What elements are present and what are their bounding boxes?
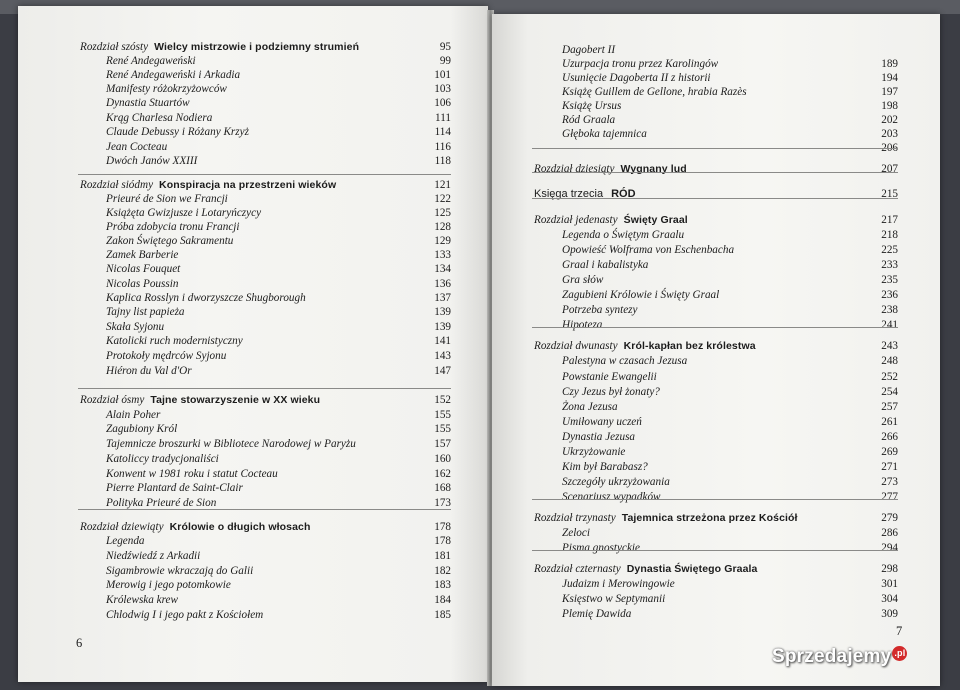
toc-entry-title: Protokoły mędrców Syjonu [106, 350, 227, 362]
toc-page-number: 248 [881, 355, 898, 367]
toc-entry [106, 348, 451, 364]
toc-entry [106, 153, 451, 169]
chapter-label: Rozdział dziewiąty [80, 521, 164, 533]
chapter-label: Rozdział czternasty [534, 563, 621, 575]
chapter-label: Rozdział szósty [80, 41, 149, 53]
toc-entry-title: Umiłowany uczeń [562, 416, 642, 428]
toc-page-number: 139 [434, 321, 451, 333]
toc-entry [106, 124, 451, 140]
toc-entry [106, 363, 451, 379]
toc-page-number: 257 [881, 401, 898, 413]
section-divider [532, 148, 898, 149]
toc-page-number: 141 [434, 335, 451, 347]
toc-entry-title: Powstanie Ewangelii [562, 371, 657, 383]
toc-page-number: 118 [434, 155, 451, 167]
toc-page-number: 304 [881, 593, 898, 605]
chapter-title: Królowie o długich włosach [169, 521, 311, 533]
toc-entry [562, 474, 898, 490]
toc-entry-title: Ród Graala [562, 114, 616, 126]
chapter-label: Rozdział siódmy [80, 179, 154, 191]
section-divider [532, 499, 898, 500]
chapter-title: Król-kapłan bez królestwa [623, 340, 756, 352]
chapter-label: Rozdział ósmy [80, 394, 145, 406]
toc-page-number: 182 [434, 565, 451, 577]
toc-page-number: 155 [434, 423, 451, 435]
toc-entry [562, 353, 898, 369]
watermark-suffix: .pl [892, 646, 907, 661]
chapter-title: Tajemnica strzeżona przez Kościół [621, 512, 798, 524]
toc-entry-title: Zeloci [562, 527, 590, 539]
toc-page-number: 202 [881, 114, 898, 126]
toc-entry-title: Katoliccy tradycjonaliści [106, 453, 219, 465]
toc-entry-title: René Andegaweński i Arkadia [106, 69, 241, 81]
toc-page-number: 217 [881, 214, 898, 226]
toc-entry-title: Hiéron du Val d'Or [106, 365, 192, 377]
toc-page-number: 139 [434, 306, 451, 318]
toc-entry-title: Chlodwig I i jego pakt z Kościołem [106, 609, 264, 621]
chapter-title: Wielcy mistrzowie i podziemny strumień [154, 41, 360, 53]
toc-entry [562, 489, 898, 505]
chapter-label: Rozdział dziesiąty [534, 163, 615, 175]
toc-page-number: 184 [434, 594, 451, 606]
toc-entry-title: Dagobert II [562, 44, 616, 56]
toc-page-number: 137 [434, 292, 451, 304]
toc-page-number: 136 [434, 278, 451, 290]
chapter-label: Księga trzecia [534, 188, 604, 200]
toc-page-number: 178 [434, 521, 451, 533]
toc-heading-text [534, 510, 798, 526]
toc-page-number: 235 [881, 274, 898, 286]
toc-page-number: 147 [434, 365, 451, 377]
section-divider [532, 172, 898, 173]
toc-page-number: 266 [881, 431, 898, 443]
toc-entry-title: Królewska krew [106, 594, 178, 606]
toc-entry-title: Manifesty różokrzyżowców [106, 83, 227, 95]
toc-page-number: 279 [881, 512, 898, 524]
toc-page-number: 133 [434, 249, 451, 261]
section-divider [78, 174, 451, 175]
toc-entry-title: Judaizm i Merowingowie [562, 578, 675, 590]
toc-page-number: 277 [881, 491, 898, 503]
toc-entry-title: Polityka Prieuré de Sion [106, 497, 217, 509]
toc-page-number: 173 [434, 497, 451, 509]
toc-page-number: 273 [881, 476, 898, 488]
toc-chapter-heading [534, 510, 898, 526]
toc-page-number: 129 [434, 235, 451, 247]
toc-entry-title: Szczegóły ukrzyżowania [562, 476, 670, 488]
toc-heading-text [534, 212, 688, 228]
toc-entry-title: Pierre Plantard de Saint-Clair [106, 482, 243, 494]
toc-page-number: 103 [434, 83, 451, 95]
toc-entry-title: Palestyna w czasach Jezusa [562, 355, 688, 367]
toc-entry [106, 451, 451, 467]
toc-entry [106, 95, 451, 111]
table-of-contents-right [492, 14, 940, 686]
toc-chapter-heading [534, 212, 898, 228]
toc-page-number: 122 [434, 193, 451, 205]
toc-entry-title: Książę Guillem de Gellone, hrabia Razès [562, 86, 747, 98]
toc-page-number: 101 [434, 69, 451, 81]
toc-entry-title: Tajemnicze broszurki w Bibliotece Narodowej w Paryżu [106, 438, 356, 450]
toc-heading-text [534, 186, 636, 202]
toc-heading-text [534, 161, 687, 177]
toc-page-number: 298 [881, 563, 898, 575]
toc-page-number: 252 [881, 371, 898, 383]
toc-entry-title: Głęboka tajemnica [562, 128, 647, 140]
toc-page-number: 162 [434, 468, 451, 480]
toc-page-number: 134 [434, 263, 451, 275]
toc-page-number: 215 [881, 188, 898, 200]
toc-entry-title: Plemię Dawida [562, 608, 632, 620]
section-divider [532, 198, 898, 199]
toc-entry-title: Alain Poher [106, 409, 161, 421]
toc-entry-title: Prieuré de Sion we Francji [106, 193, 228, 205]
chapter-title: Wygnany lud [620, 163, 687, 175]
toc-entry [562, 414, 898, 430]
toc-entry-title: Zagubiony Król [106, 423, 178, 435]
toc-entry-title: Katolicki ruch modernistyczny [106, 335, 243, 347]
chapter-label: Rozdział jedenasty [534, 214, 618, 226]
toc-page-number: 309 [881, 608, 898, 620]
toc-entry-title: Merowig i jego potomkowie [106, 579, 231, 591]
toc-entry-title: Dwóch Janów XXIII [106, 155, 198, 167]
table-of-contents-left [18, 6, 488, 682]
toc-entry-title: Czy Jezus był żonaty? [562, 386, 660, 398]
toc-entry-title: Konwent w 1981 roku i statut Cocteau [106, 468, 278, 480]
toc-entry-title: Kim był Barabasz? [562, 461, 648, 473]
toc-entry-title: Zamek Barberie [106, 249, 179, 261]
toc-page-number: 121 [434, 179, 451, 191]
toc-entry [106, 421, 451, 437]
toc-entry [562, 257, 898, 273]
toc-page-number: 95 [439, 41, 451, 53]
toc-book-heading [534, 186, 898, 202]
left-page [18, 6, 488, 682]
toc-entry [562, 576, 898, 592]
toc-entry-title: Księstwo w Septymanii [562, 593, 666, 605]
toc-entry [106, 480, 451, 496]
toc-entry-title: Zagubieni Królowie i Święty Graal [562, 289, 720, 301]
toc-entry [562, 369, 898, 385]
section-divider [78, 509, 451, 510]
toc-page-number: 294 [881, 542, 898, 554]
toc-entry [562, 272, 898, 288]
toc-entry-title: Gra słów [562, 274, 604, 286]
page-number-left: 6 [76, 636, 83, 650]
toc-entry [106, 607, 451, 623]
chapter-title: RÓD [611, 188, 636, 200]
toc-chapter-heading [534, 161, 898, 177]
chapter-title: Dynastia Świętego Graala [626, 563, 758, 575]
toc-page-number: 125 [434, 207, 451, 219]
chapter-title: Święty Graal [623, 214, 688, 226]
toc-entry [562, 459, 898, 475]
chapter-label: Rozdział trzynasty [534, 512, 616, 524]
toc-page-number: 178 [434, 535, 451, 547]
toc-page-number: 181 [434, 550, 451, 562]
toc-entry [562, 227, 898, 243]
toc-entry-title: Jean Cocteau [106, 141, 168, 153]
toc-entry [106, 577, 451, 593]
toc-page-number: 301 [881, 578, 898, 590]
toc-heading-text [534, 338, 756, 354]
toc-entry-title: Legenda o Świętym Graalu [562, 229, 685, 241]
toc-page-number: 160 [434, 453, 451, 465]
watermark-logo [772, 646, 907, 668]
toc-entry [562, 429, 898, 445]
toc-page-number: 254 [881, 386, 898, 398]
watermark-text: Sprzedajemy [772, 646, 892, 667]
toc-page-number: 189 [881, 58, 898, 70]
page-number-right: 7 [896, 624, 903, 638]
chapter-label: Rozdział dwunasty [534, 340, 618, 352]
toc-entry [562, 384, 898, 400]
toc-entry [562, 287, 898, 303]
toc-entry-title: Claude Debussy i Różany Krzyż [106, 126, 249, 138]
toc-page-number: 236 [881, 289, 898, 301]
toc-page-number: 225 [881, 244, 898, 256]
toc-entry [562, 302, 898, 318]
toc-entry [562, 591, 898, 607]
toc-page-number: 116 [434, 141, 451, 153]
toc-heading-text [534, 561, 758, 577]
toc-entry [106, 436, 451, 452]
toc-entry-title: Zakon Świętego Sakramentu [106, 235, 234, 247]
toc-entry-title: Dynastia Jezusa [562, 431, 636, 443]
toc-page-number: 286 [881, 527, 898, 539]
toc-entry [562, 317, 898, 333]
toc-entry-title: Tajny list papieża [106, 306, 185, 318]
toc-entry [562, 606, 898, 622]
toc-entry-title: Legenda [106, 535, 145, 547]
toc-page-number: 207 [881, 163, 898, 175]
toc-page-number: 128 [434, 221, 451, 233]
toc-entry [106, 548, 451, 564]
toc-page-number: 233 [881, 259, 898, 271]
toc-chapter-heading [534, 338, 898, 354]
toc-page-number: 271 [881, 461, 898, 473]
toc-page-number: 157 [434, 438, 451, 450]
toc-page-number: 269 [881, 446, 898, 458]
toc-entry-title: Potrzeba syntezy [562, 304, 638, 316]
toc-entry-title: Pisma gnostyckie [562, 542, 640, 554]
toc-entry-title: Książęta Gwizjusze i Lotaryńczycy [106, 207, 262, 219]
section-divider [532, 327, 898, 328]
toc-page-number: 218 [881, 229, 898, 241]
toc-page-number: 203 [881, 128, 898, 140]
toc-page-number: 114 [434, 126, 451, 138]
toc-entry-title: Usunięcie Dagoberta II z historii [562, 72, 711, 84]
toc-page-number: 197 [881, 86, 898, 98]
toc-entry [562, 399, 898, 415]
toc-entry-title: René Andegaweński [106, 55, 196, 67]
toc-page-number: 241 [881, 319, 898, 331]
toc-page-number: 206 [881, 142, 898, 154]
section-divider [78, 388, 451, 389]
toc-entry-title: Żona Jezusa [562, 401, 618, 413]
chapter-title: Tajne stowarzyszenie w XX wieku [150, 394, 321, 406]
toc-entry-title: Dynastia Stuartów [106, 97, 190, 109]
toc-page-number: 106 [434, 97, 451, 109]
chapter-title: Konspiracja na przestrzeni wieków [159, 179, 337, 191]
toc-entry-title: Nicolas Poussin [106, 278, 179, 290]
toc-page-number: 168 [434, 482, 451, 494]
toc-entry-title: Ukrzyżowanie [562, 446, 626, 458]
toc-entry [106, 533, 451, 549]
right-page [492, 14, 940, 686]
toc-entry [106, 333, 451, 349]
toc-entry [562, 242, 898, 258]
toc-entry-title: Opowieść Wolframa von Eschenbacha [562, 244, 735, 256]
toc-entry-title: Nicolas Fouquet [106, 263, 181, 275]
toc-entry [106, 592, 451, 608]
toc-entry [562, 525, 898, 541]
toc-entry-title: Sigambrowie wkraczają do Galii [106, 565, 254, 577]
section-divider [532, 550, 898, 551]
toc-entry-title: Krąg Charlesa Nodiera [106, 112, 213, 124]
toc-chapter-heading [534, 561, 898, 577]
toc-page-number: 152 [434, 394, 451, 406]
toc-entry-title: Książę Ursus [562, 100, 622, 112]
toc-entry [106, 304, 451, 320]
toc-entry-title: Kaplica Rosslyn i dworzyszcze Shugborough [106, 292, 306, 304]
toc-page-number: 183 [434, 579, 451, 591]
toc-page-number: 238 [881, 304, 898, 316]
toc-page-number: 194 [881, 72, 898, 84]
toc-entry-title: Hipoteza [562, 319, 603, 331]
toc-entry-title: Scenariusz wypadków [562, 491, 661, 503]
toc-chapter-heading [80, 392, 451, 408]
toc-page-number: 261 [881, 416, 898, 428]
toc-entry-title: Uzurpacja tronu przez Karolingów [562, 58, 719, 70]
toc-entry-title: Graal i kabalistyka [562, 259, 649, 271]
toc-page-number: 185 [434, 609, 451, 621]
toc-entry [562, 540, 898, 556]
toc-entry-title: Skała Syjonu [106, 321, 165, 333]
toc-page-number: 111 [435, 112, 451, 124]
toc-entry-title: Niedźwiedź z Arkadii [106, 550, 201, 562]
toc-page-number: 198 [881, 100, 898, 112]
toc-page-number: 143 [434, 350, 451, 362]
toc-page-number: 155 [434, 409, 451, 421]
toc-page-number: 99 [439, 55, 451, 67]
toc-entry [106, 261, 451, 277]
toc-page-number: 243 [881, 340, 898, 352]
toc-entry-title: Próba zdobycia tronu Francji [106, 221, 240, 233]
toc-heading-text [80, 392, 320, 408]
toc-entry [562, 444, 898, 460]
